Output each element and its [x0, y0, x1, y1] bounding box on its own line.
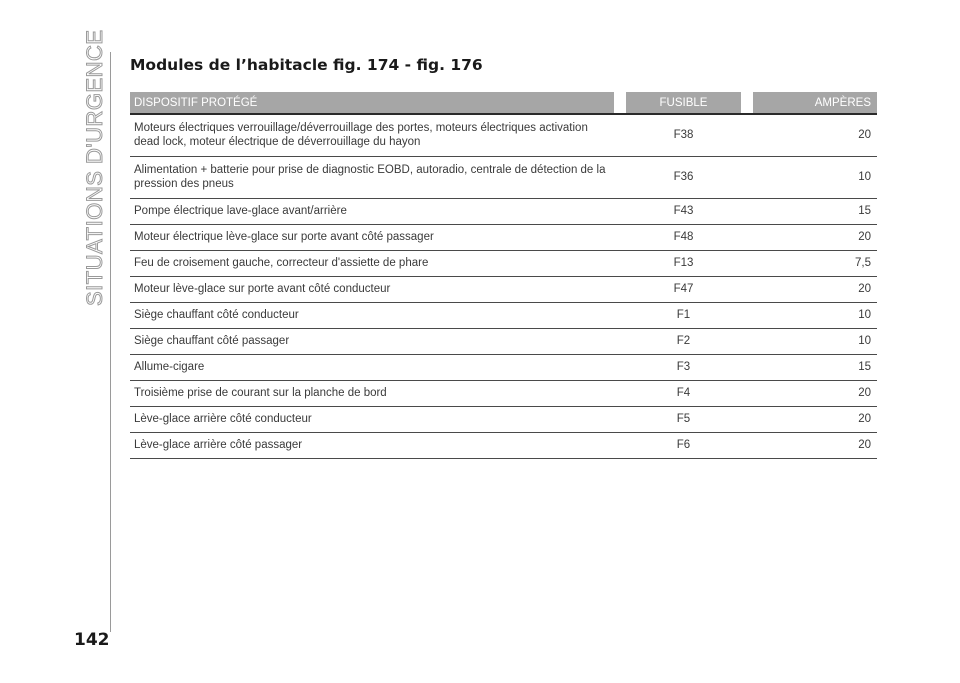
cell-device: Feu de croisement gauche, correcteur d'assiette de phare: [130, 251, 614, 277]
cell-device: Moteurs électriques verrouillage/déverrouillage des portes, moteurs électriques activation dead lock, moteur électrique de déverrouillage du hayon: [130, 114, 614, 157]
cell-device: Lève-glace arrière côté conducteur: [130, 407, 614, 433]
fuse-table: [130, 92, 877, 459]
cell-fuse: F36: [626, 157, 741, 199]
cell-fuse: F43: [626, 199, 741, 225]
table-row: [130, 251, 877, 277]
cell-amperes: 15: [753, 355, 877, 381]
cell-fuse: F5: [626, 407, 741, 433]
section-title: Modules de l’habitacle fig. 174 - fig. 176: [130, 56, 483, 74]
cell-amperes: 7,5: [753, 251, 877, 277]
cell-device: Lève-glace arrière côté passager: [130, 433, 614, 459]
header-amperes: AMPÈRES: [753, 92, 877, 114]
cell-amperes: 20: [753, 381, 877, 407]
cell-amperes: 20: [753, 407, 877, 433]
cell-amperes: 20: [753, 114, 877, 157]
table-row: [130, 329, 877, 355]
table-row: [130, 407, 877, 433]
cell-fuse: F13: [626, 251, 741, 277]
cell-amperes: 20: [753, 277, 877, 303]
cell-fuse: F6: [626, 433, 741, 459]
cell-device: Pompe électrique lave-glace avant/arrière: [130, 199, 614, 225]
cell-fuse: F4: [626, 381, 741, 407]
table-row: [130, 433, 877, 459]
table-row: [130, 381, 877, 407]
page-number: 142: [74, 630, 110, 650]
chapter-side-title: SITUATIONS D'URGENCE: [82, 29, 107, 306]
table-row: [130, 114, 877, 157]
cell-device: Alimentation + batterie pour prise de diagnostic EOBD, autoradio, centrale de détection de la pression des pneus: [130, 157, 614, 199]
cell-device: Moteur électrique lève-glace sur porte avant côté passager: [130, 225, 614, 251]
table-row: [130, 355, 877, 381]
cell-device: Troisième prise de courant sur la planche de bord: [130, 381, 614, 407]
side-divider: [110, 52, 111, 632]
table-row: [130, 277, 877, 303]
cell-fuse: F38: [626, 114, 741, 157]
cell-device: Siège chauffant côté conducteur: [130, 303, 614, 329]
cell-fuse: F47: [626, 277, 741, 303]
cell-fuse: F3: [626, 355, 741, 381]
table-header-row: [130, 92, 877, 114]
table-row: [130, 157, 877, 199]
cell-amperes: 10: [753, 157, 877, 199]
table-row: [130, 303, 877, 329]
cell-fuse: F2: [626, 329, 741, 355]
cell-amperes: 10: [753, 303, 877, 329]
cell-amperes: 20: [753, 225, 877, 251]
table-row: [130, 225, 877, 251]
cell-fuse: F1: [626, 303, 741, 329]
cell-device: Moteur lève-glace sur porte avant côté conducteur: [130, 277, 614, 303]
cell-device: Siège chauffant côté passager: [130, 329, 614, 355]
header-device: DISPOSITIF PROTÉGÉ: [130, 92, 614, 114]
cell-amperes: 15: [753, 199, 877, 225]
cell-fuse: F48: [626, 225, 741, 251]
cell-device: Allume-cigare: [130, 355, 614, 381]
cell-amperes: 10: [753, 329, 877, 355]
header-fuse: FUSIBLE: [626, 92, 741, 114]
cell-amperes: 20: [753, 433, 877, 459]
table-row: [130, 199, 877, 225]
